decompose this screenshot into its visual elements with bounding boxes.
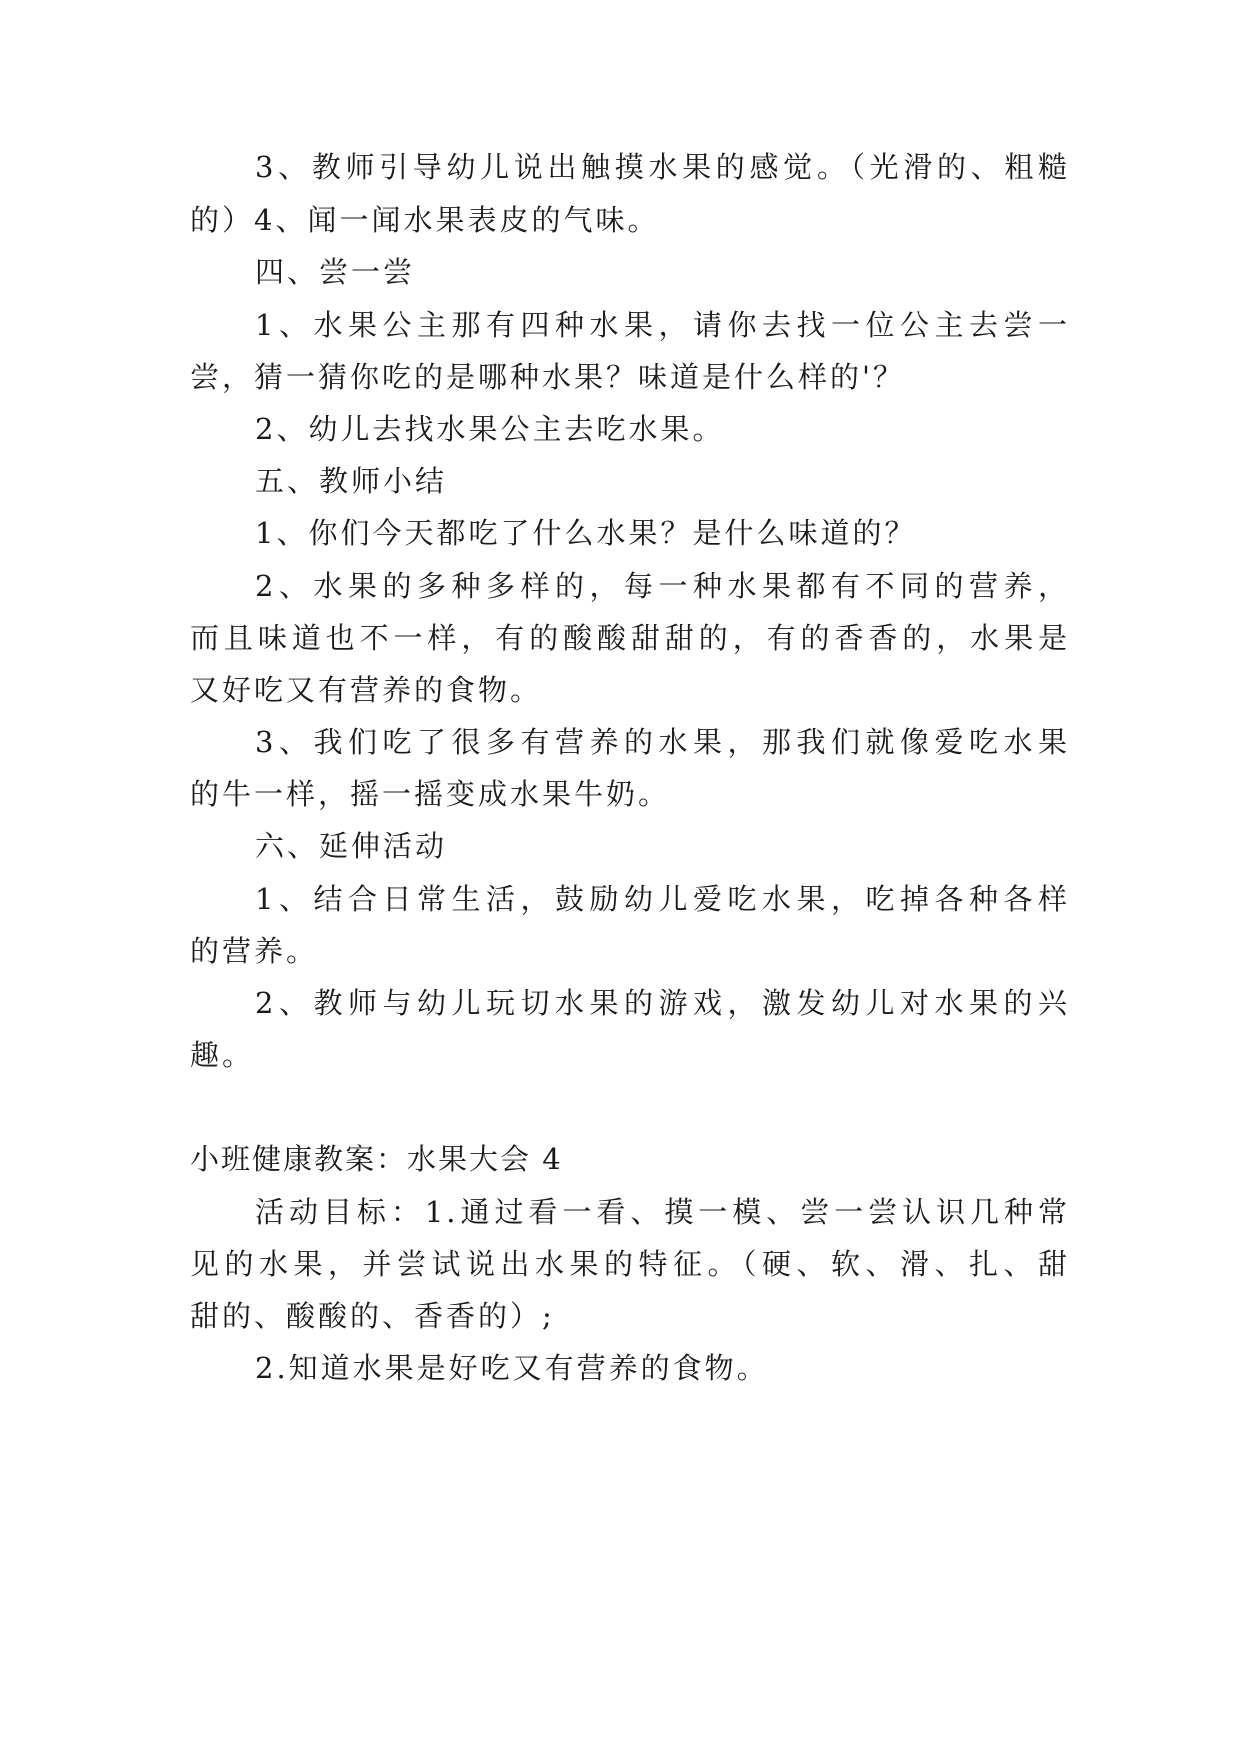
paragraph-line: 1、水果公主那有四种水果，请你去找一位公主去尝一 xyxy=(255,308,1070,342)
paragraph-line: 1、结合日常生活，鼓励幼儿爱吃水果，吃掉各种各样 xyxy=(255,882,1070,916)
paragraph-line: 的）4、闻一闻水果表皮的气味。 xyxy=(190,203,660,237)
paragraph-line: 3、我们吃了很多有营养的水果，那我们就像爱吃水果 xyxy=(255,725,1070,759)
paragraph-line: 3、教师引导幼儿说出触摸水果的感觉。（光滑的、粗糙 xyxy=(255,150,1070,184)
paragraph-line: 见的水果，并尝试说出水果的特征。（硬、软、滑、扎、甜 xyxy=(190,1247,1070,1281)
paragraph-line: 而且味道也不一样，有的酸酸甜甜的，有的香香的，水果是 xyxy=(190,621,1070,655)
section-heading: 四、尝一尝 xyxy=(255,255,416,289)
section-heading: 五、教师小结 xyxy=(255,464,448,498)
paragraph-line: 的营养。 xyxy=(190,934,319,968)
paragraph-line: 1、你们今天都吃了什么水果？是什么味道的？ xyxy=(255,516,917,550)
paragraph-line: 活动目标：1.通过看一看、摸一模、尝一尝认识几种常 xyxy=(255,1195,1070,1229)
paragraph-line: 2.知道水果是好吃又有营养的食物。 xyxy=(255,1351,769,1385)
paragraph-line: 甜的、酸酸的、香香的）; xyxy=(190,1299,555,1333)
paragraph-line: 的牛一样，摇一摇变成水果牛奶。 xyxy=(190,777,671,811)
paragraph-line: 又好吃又有营养的食物。 xyxy=(190,673,543,707)
paragraph-line: 2、幼儿去找水果公主去吃水果。 xyxy=(255,412,725,446)
document-title: 小班健康教案：水果大会 4 xyxy=(190,1142,563,1176)
paragraph-line: 趣。 xyxy=(190,1038,255,1072)
paragraph-line: 2、水果的多种多样的，每一种水果都有不同的营养， xyxy=(255,569,1070,603)
section-heading: 六、延伸活动 xyxy=(255,829,448,863)
paragraph-line: 2、教师与幼儿玩切水果的游戏，激发幼儿对水果的兴 xyxy=(255,986,1070,1020)
paragraph-line: 尝，猜一猜你吃的是哪种水果？味道是什么样的'？ xyxy=(190,360,905,394)
